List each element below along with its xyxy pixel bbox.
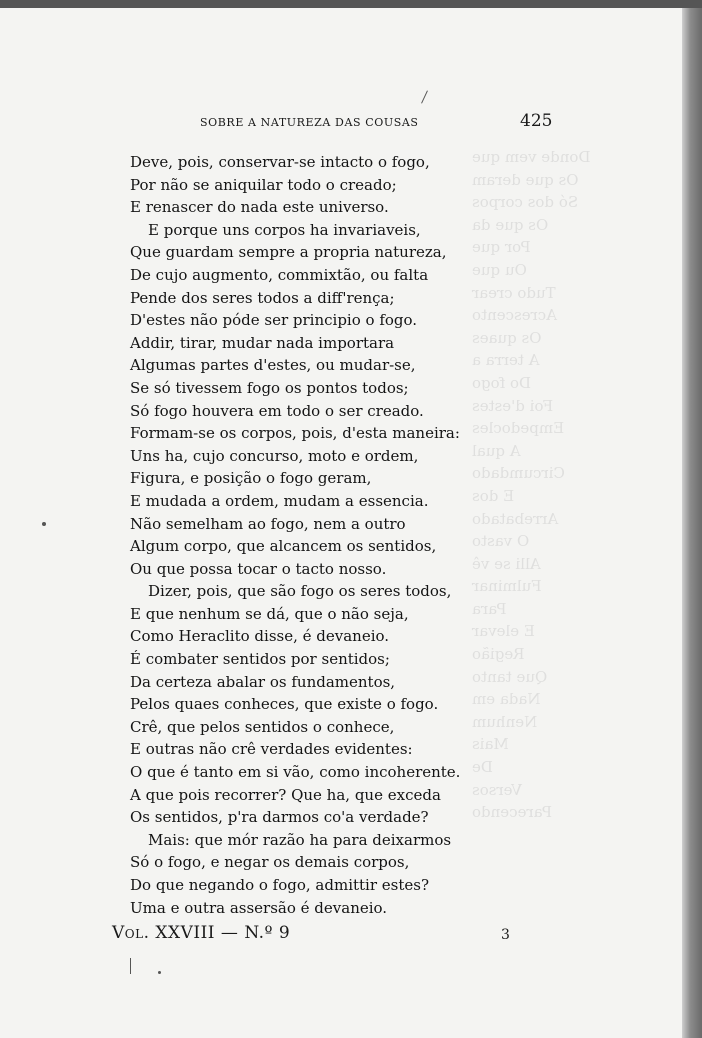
verse-line: É combater sentidos por sentidos; [130,650,390,669]
verse-line: E outras não crê verdades evidentes: [130,740,413,759]
verse-line: O que é tanto em si vão, como incoherente. [130,763,461,782]
verse-line: Uns ha, cujo concurso, moto e ordem, [130,446,419,465]
verse-line: Os sentidos, p'ra darmos co'a verdade? [130,808,429,827]
verse-line: E porque uns corpos ha invariaveis, [148,220,421,239]
ink-speck [421,90,428,103]
verse-line: Algumas partes d'estes, ou mudar-se, [130,356,416,375]
verse-line: Pende dos seres todos a diff'rença; [130,288,395,307]
verse-line: Da certeza abalar os fundamentos, [130,672,396,691]
book-page [0,8,682,1038]
show-through-text: Donde vem que Os que deram Só dos corpos Os que da Por que Ou que Tudo crear Acrescento Os quaes A terra a Do fogo Foi d'estes Empedocles A qual Circumdado E dos Arrebatado O vasto Alli se vê Fulminar Para E elevar Região Que tanto Nada em Nenhum Mais De Versos Parecendo [472,148,591,822]
verse-line: Addir, tirar, mudar nada importara [130,333,395,352]
page-edge-shadow [682,8,702,1038]
verse-line: Ou que possa tocar o tacto nosso. [130,559,387,578]
scan-top-border [0,0,702,8]
ink-speck [158,971,161,974]
verse-line: Deve, pois, conservar-se intacto o fogo, [130,153,430,171]
verse-line: Do que negando o fogo, admittir estes? [130,876,430,894]
verse-line: Que guardam sempre a propria natureza, [130,243,447,262]
ink-speck [130,958,131,974]
volume-signature: Vol. XXVIII — N.º 9 [112,923,291,943]
verse-line: Algum corpo, que alcancem os sentidos, [130,537,437,556]
poem-body [130,151,470,919]
verse-line: Pelos quaes conheces, que existe o fogo. [130,695,439,714]
sheet-number: 3 [501,927,510,943]
running-title: SOBRE A NATUREZA DAS COUSAS [200,116,419,129]
verse-line: E que nenhum se dá, que o não seja, [130,604,409,623]
verse-line: Só fogo houvera em todo o ser creado. [130,401,424,420]
verse-line: Se só tivessem fogo os pontos todos; [130,378,409,397]
verse-line: Mais: que mór razão ha para deixarmos [148,830,452,849]
verse-line: Por não se aniquilar todo o creado; [130,175,397,194]
verse-line: Crê, que pelos sentidos o conhece, [130,717,395,736]
verse-line: Só o fogo, e negar os demais corpos, [130,853,410,872]
verse-line: A que pois recorrer? Que ha, que exceda [130,785,441,804]
verse-line: D'estes não póde ser principio o fogo. [130,311,418,330]
verse-line: E renascer do nada este universo. [130,198,389,217]
verse-line: Não semelham ao fogo, nem a outro [130,514,406,533]
ink-speck [42,522,46,526]
verse-line: Dizer, pois, que são fogo os seres todos, [148,582,452,601]
verse-line: Como Heraclito disse, é devaneio. [130,627,390,646]
verse-line: Uma e outra assersão é devaneio. [130,898,388,917]
verse-line: Formam-se os corpos, pois, d'esta maneira: [130,424,460,443]
verse-line: De cujo augmento, commixtão, ou falta [130,265,429,284]
verse-line: Figura, e posição o fogo geram, [130,469,372,488]
verse-line: E mudada a ordem, mudam a essencia. [130,491,429,510]
page-number: 425 [520,111,553,131]
